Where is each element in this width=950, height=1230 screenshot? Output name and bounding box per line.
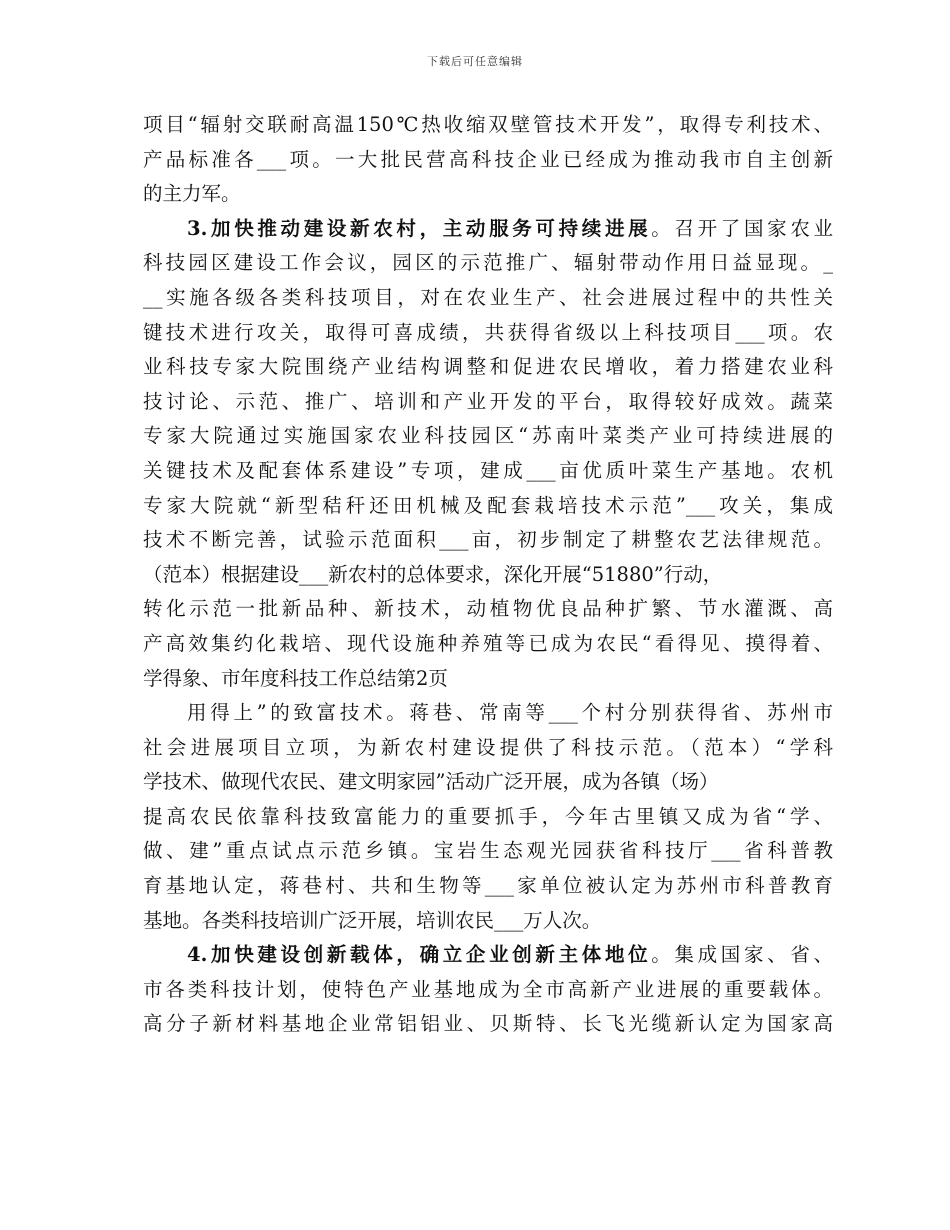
text-line bbox=[143, 800, 833, 835]
text-line bbox=[143, 281, 833, 316]
line-text: 做、建”重点试点示范乡镇。宝岩生态观光园获省科技厅___省科普教 bbox=[143, 839, 833, 863]
text-line bbox=[143, 108, 833, 143]
line-text: 科技园区建设工作会议，园区的示范推广、辐射带动作用日益显现。_ bbox=[143, 251, 833, 275]
text-line bbox=[143, 454, 833, 489]
line-text: （范本）根据建设___新农村的总体要求，深化开展“51880”行动， bbox=[143, 562, 723, 586]
line-text: 业科技专家大院围绕产业结构调整和促进农民增收，着力搭建农业科 bbox=[143, 355, 833, 379]
line-text: 。召开了国家农业 bbox=[651, 216, 833, 240]
document-body bbox=[143, 108, 833, 1042]
line-text: 产品标准各___项。一大批民营高科技企业已经成为推动我市自主创新 bbox=[143, 147, 833, 171]
section-heading: 4.加快建设创新载体，确立企业创新主体地位 bbox=[187, 943, 652, 967]
text-line bbox=[143, 558, 833, 593]
text-line bbox=[143, 350, 833, 385]
text-line bbox=[143, 143, 833, 178]
text-line bbox=[143, 731, 833, 766]
line-text: 技讨论、示范、推广、培训和产业开发的平台，取得较好成效。蔬菜 bbox=[143, 389, 833, 413]
text-line bbox=[143, 938, 833, 973]
section-heading: 3.加快推动建设新农村，主动服务可持续进展 bbox=[187, 216, 652, 240]
line-text: 项目“辐射交联耐高温150℃热收缩双壁管技术开发”，取得专利技术、 bbox=[143, 113, 833, 136]
text-line bbox=[143, 834, 833, 869]
line-text: 学技术、做现代农民、建文明家园”活动广泛开展，成为各镇（场） bbox=[143, 770, 719, 794]
line-text: 专家大院通过实施国家农业科技园区“苏南叶菜类产业可持续进展的 bbox=[143, 424, 833, 448]
text-line bbox=[143, 765, 833, 800]
line-text: 高分子新材料基地企业常铝铝业、贝斯特、长飞光缆新认定为国家高 bbox=[143, 1012, 833, 1036]
line-text: 产高效集约化栽培、现代设施种养殖等已成为农民“看得见、摸得着、 bbox=[143, 631, 833, 655]
text-line bbox=[143, 869, 833, 904]
text-line bbox=[143, 696, 833, 731]
text-line bbox=[143, 316, 833, 351]
line-text: 关键技术及配套体系建设”专项，建成___亩优质叶菜生产基地。农机 bbox=[143, 458, 833, 482]
line-text: 社会进展项目立项，为新农村建设提供了科技示范。（范本）“学科 bbox=[143, 735, 833, 759]
line-text: 转化示范一批新品种、新技术，动植物优良品种扩繁、节水灌溉、高 bbox=[143, 597, 833, 621]
line-text: 提高农民依靠科技致富能力的重要抓手，今年古里镇又成为省“学、 bbox=[143, 804, 833, 828]
line-text: 的主力军。 bbox=[143, 182, 241, 206]
line-text: 学得象、市年度科技工作总结第2页 bbox=[143, 666, 448, 690]
line-text: 用得上”的致富技术。蒋巷、常南等___个村分别获得省、苏州市 bbox=[187, 701, 833, 725]
text-line bbox=[143, 1007, 833, 1042]
text-line bbox=[143, 662, 833, 697]
text-line bbox=[143, 523, 833, 558]
text-line bbox=[143, 419, 833, 454]
line-text: 技术不断完善，试验示范面积___亩，初步制定了耕整农艺法律规范。 bbox=[143, 528, 833, 552]
text-line bbox=[143, 177, 833, 212]
line-text: 。集成国家、省、 bbox=[651, 943, 833, 967]
text-line bbox=[143, 212, 833, 247]
line-text: 键技术进行攻关，取得可喜成绩，共获得省级以上科技项目___项。农 bbox=[143, 320, 833, 344]
line-text: 育基地认定，蒋巷村、共和生物等___家单位被认定为苏州市科普教育 bbox=[143, 874, 833, 898]
line-text: 市各类科技计划，使特色产业基地成为全市高新产业进展的重要载体。 bbox=[143, 977, 833, 1001]
text-line bbox=[143, 904, 833, 939]
text-line bbox=[143, 592, 833, 627]
line-text: 基地。各类科技培训广泛开展，培训农民___万人次。 bbox=[143, 908, 602, 932]
text-line bbox=[143, 385, 833, 420]
text-line bbox=[143, 489, 833, 524]
text-line bbox=[143, 627, 833, 662]
line-text: 专家大院就“新型秸秆还田机械及配套栽培技术示范”___攻关，集成 bbox=[143, 493, 833, 517]
page-header: 下载后可任意编辑 bbox=[427, 55, 523, 68]
text-line bbox=[143, 246, 833, 281]
text-line bbox=[143, 973, 833, 1008]
line-text: __实施各级各类科技项目，对在农业生产、社会进展过程中的共性关 bbox=[143, 285, 833, 309]
